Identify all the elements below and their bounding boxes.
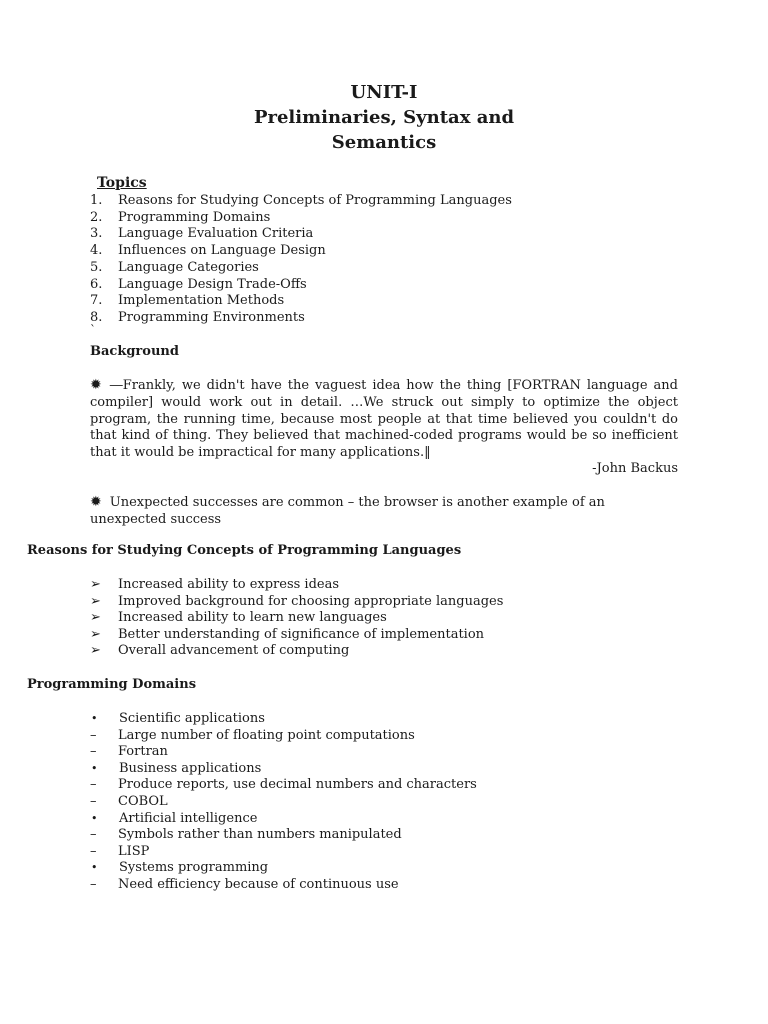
list-item: – Large number of floating point computations: [90, 727, 415, 743]
dash-icon: –: [90, 843, 97, 859]
dash-icon: –: [90, 744, 97, 760]
list-item: ➢ Overall advancement of computing: [90, 643, 350, 659]
arrow-bullet-icon: ➢: [90, 643, 101, 659]
quote-attribution: -John Backus: [592, 461, 678, 476]
list-item: 7. Implementation Methods: [90, 293, 285, 309]
list-item: 3. Language Evaluation Criteria: [90, 226, 314, 242]
flower-bullet-icon: ✹: [90, 494, 102, 510]
topics-list: [90, 193, 512, 327]
list-item: – Fortran: [90, 744, 168, 760]
bullet-icon: •: [91, 761, 98, 775]
list-item: ➢ Better understanding of significance of implementation: [90, 626, 485, 642]
list-item: • Systems programming: [91, 860, 269, 876]
list-item: 1. Reasons for Studying Concepts of Programming Languages: [90, 193, 512, 208]
success-note: [90, 494, 650, 529]
background-heading: Background: [90, 344, 179, 359]
title-line-1: Preliminaries, Syntax and: [253, 107, 515, 128]
list-item: ➢ Increased ability to learn new languages: [90, 610, 387, 626]
bullet-icon: •: [91, 811, 98, 825]
list-item: – Need efficiency because of continuous use: [90, 876, 399, 892]
list-item: 5. Language Categories: [90, 259, 259, 275]
list-item: 4. Influences on Language Design: [90, 243, 326, 259]
list-item: – COBOL: [90, 793, 168, 809]
dash-icon: –: [90, 793, 97, 809]
list-item: • Scientific applications: [91, 711, 265, 726]
list-item: ➢ Improved background for choosing appropriate languages: [90, 593, 504, 609]
list-item: 8. Programming Environments: [90, 309, 305, 325]
domains-heading: Programming Domains: [27, 677, 197, 692]
unit-label: UNIT-I: [350, 82, 418, 103]
list-item: – Produce reports, use decimal numbers and characters: [90, 777, 477, 793]
list-item: 2. Programming Domains: [90, 209, 271, 225]
list-item: – LISP: [90, 843, 150, 859]
bullet-icon: •: [91, 861, 98, 875]
success-note-text: Unexpected successes are common – the browser is another example of an unexpected success: [90, 495, 605, 527]
list-item: • Business applications: [91, 760, 262, 776]
title-line-2: Semantics: [331, 132, 437, 153]
dash-icon: –: [90, 827, 97, 843]
reasons-list: [90, 577, 503, 660]
topics-heading: Topics: [97, 175, 147, 191]
page-title: [0, 80, 768, 155]
bullet-icon: •: [91, 712, 98, 725]
arrow-bullet-icon: ➢: [90, 626, 101, 642]
dash-icon: –: [90, 727, 97, 743]
reasons-heading: Reasons for Studying Concepts of Programming Languages: [27, 543, 462, 558]
arrow-bullet-icon: ➢: [90, 610, 101, 626]
domains-list: [90, 711, 477, 894]
stray-mark: `: [90, 323, 96, 337]
arrow-bullet-icon: ➢: [90, 593, 101, 609]
list-item: ➢ Increased ability to express ideas: [90, 577, 340, 592]
list-item: • Artificial intelligence: [91, 810, 258, 826]
quote-text: ―Frankly, we didn't have the vaguest idea how the thing [FORTRAN language and compiler] would work out in detail. …We struck out simply to optimize the object program, the running time, because most people at that time believed you couldn't do that kind of thing. They believed that machined-coded programs would be so inefficient that it would be impractical for many applications.‖: [90, 378, 678, 461]
list-item: 6. Language Design Trade-Offs: [90, 276, 307, 292]
flower-bullet-icon: ✹: [90, 377, 102, 393]
dash-icon: –: [90, 777, 97, 793]
backus-quote: [90, 377, 678, 462]
dash-icon: –: [90, 876, 97, 892]
arrow-bullet-icon: ➢: [90, 577, 101, 592]
list-item: – Symbols rather than numbers manipulated: [90, 827, 402, 843]
